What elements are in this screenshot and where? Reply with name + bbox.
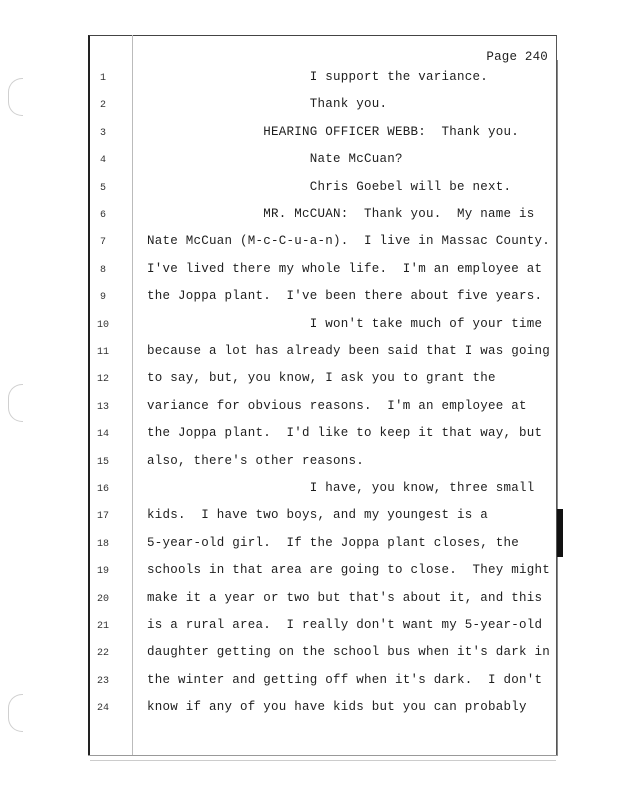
line-text: kids. I have two boys, and my youngest is a (147, 508, 489, 523)
line-number: 4 (99, 155, 106, 167)
transcript-line (92, 180, 548, 198)
bottom-rule-secondary (90, 760, 556, 761)
line-text: the Joppa plant. I'd like to keep it that way, but (147, 426, 543, 441)
line-text: is a rural area. I really don't want my 5-year-old (147, 618, 543, 632)
line-text: Thank you. (147, 97, 388, 112)
line-number: 12 (96, 374, 109, 386)
line-number: 24 (96, 703, 109, 715)
line-text: Nate McCuan? (147, 152, 403, 167)
transcript-line (92, 371, 548, 389)
line-number: 11 (96, 347, 109, 358)
line-number: 1 (99, 73, 106, 84)
transcript-line (92, 344, 551, 362)
line-text: also, there's other reasons. (147, 453, 365, 468)
transcript-line (92, 262, 548, 280)
binder-hole-bottom (8, 694, 23, 732)
transcript-line (92, 399, 548, 417)
transcript-line (92, 563, 551, 581)
line-number: 2 (99, 100, 106, 112)
line-number: 17 (96, 511, 109, 523)
line-text: HEARING OFFICER WEBB: Thank you. (147, 124, 520, 139)
transcript-line (92, 481, 548, 499)
line-text: 5-year-old girl. If the Joppa plant closes, the (147, 535, 520, 550)
line-number: 7 (99, 237, 106, 249)
line-text: because a lot has already been said that I was going (147, 344, 551, 358)
transcript-line (92, 645, 551, 663)
line-text: make it a year or two but that's about it, and this (147, 590, 543, 605)
line-number: 8 (99, 264, 106, 276)
transcript-line (92, 536, 548, 554)
line-text: the Joppa plant. I've been there about five years. (147, 289, 543, 304)
transcript-line (92, 125, 548, 143)
line-number: 19 (96, 566, 109, 578)
transcript-line (92, 454, 548, 472)
line-text: I won't take much of your time (147, 316, 543, 331)
transcript-line (92, 152, 548, 170)
transcript-line (92, 289, 548, 307)
transcript-line (92, 70, 548, 88)
line-text: I have, you know, three small (147, 481, 535, 495)
transcript-line (92, 317, 548, 335)
right-margin-rule (557, 60, 558, 756)
line-text: Nate McCuan (M-c-C-u-a-n). I live in Massac County. (147, 234, 551, 249)
transcript-line (92, 234, 551, 252)
line-number: 15 (96, 456, 109, 468)
line-text: the winter and getting off when it's dark. I don't (147, 672, 543, 687)
line-text: I support the variance. (147, 70, 489, 84)
line-text: Chris Goebel will be next. (147, 179, 512, 194)
transcript-line (92, 591, 548, 609)
line-text: I've lived there my whole life. I'm an employee at (147, 261, 543, 276)
line-number: 22 (96, 648, 109, 660)
line-number: 5 (99, 182, 106, 194)
page-number: Page 240 (486, 50, 548, 64)
line-number: 18 (96, 538, 109, 550)
transcript-line (92, 618, 548, 636)
transcript-line (92, 426, 548, 444)
line-number: 21 (96, 621, 109, 632)
line-number: 13 (96, 401, 109, 413)
transcript-line (92, 508, 548, 526)
line-number: 10 (96, 319, 109, 331)
transcript-line (92, 207, 548, 225)
line-number: 16 (96, 484, 109, 495)
binder-hole-middle (8, 384, 23, 422)
edge-tab-mark (557, 509, 563, 557)
transcript-line (92, 700, 548, 718)
line-text: variance for obvious reasons. I'm an employee at (147, 398, 527, 413)
transcript-line (92, 97, 548, 115)
line-text: know if any of you have kids but you can probably (147, 700, 527, 715)
line-text: daughter getting on the school bus when it's dark in (147, 645, 551, 660)
line-number: 9 (99, 292, 106, 304)
line-number: 6 (99, 210, 106, 221)
line-number: 14 (96, 429, 109, 441)
line-text: schools in that area are going to close. They might (147, 563, 551, 578)
line-number: 20 (96, 593, 109, 605)
binder-hole-top (8, 78, 23, 116)
line-text: MR. McCUAN: Thank you. My name is (147, 207, 535, 221)
line-number: 3 (99, 127, 106, 139)
line-text: to say, but, you know, I ask you to grant the (147, 371, 496, 386)
transcript-line (92, 673, 548, 691)
line-number: 23 (96, 675, 109, 687)
bottom-rule (88, 755, 558, 756)
